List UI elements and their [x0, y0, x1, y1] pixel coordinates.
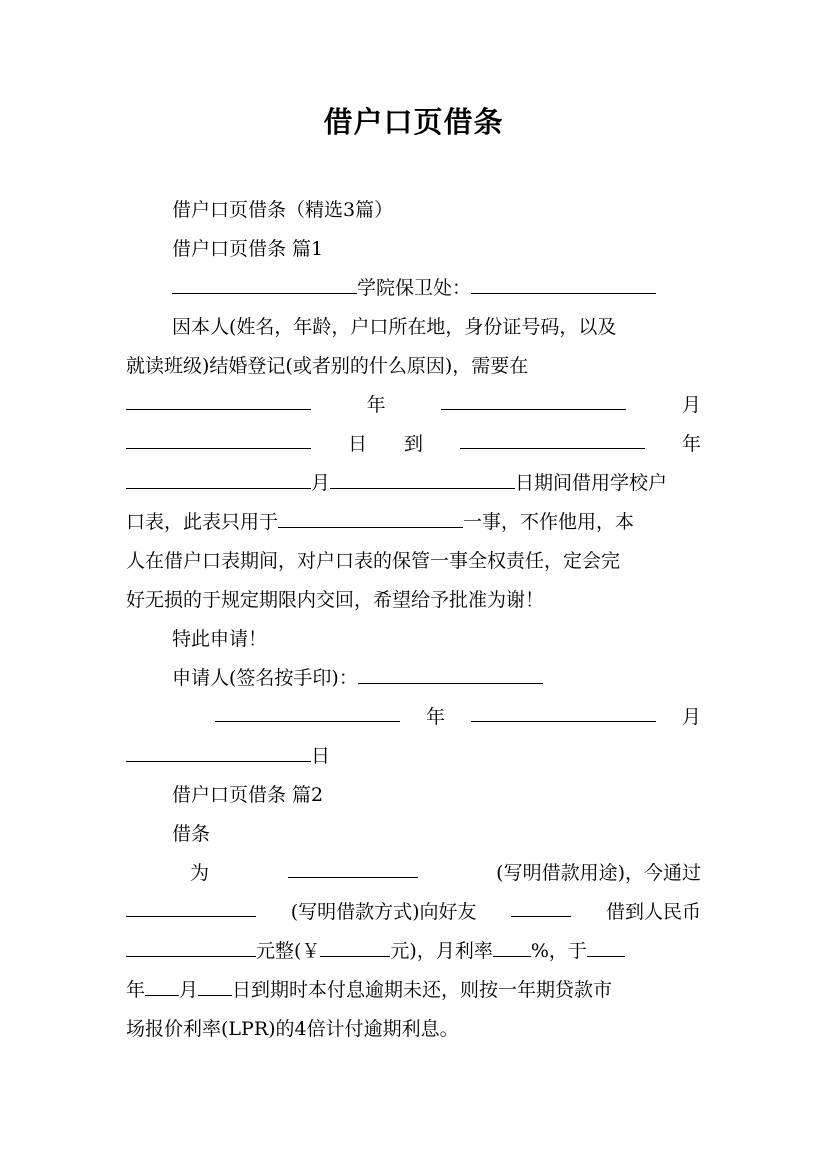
body-line: 就读班级)结婚登记(或者别的什么原因)，需要在 [126, 355, 529, 377]
blank-field [126, 393, 311, 410]
blank-field [460, 432, 645, 449]
blank-field [278, 511, 463, 528]
date-line: 年 月 [215, 705, 701, 729]
body-line: 人在借户口表期间，对户口表的保管一事全权责任，定会完 [126, 550, 621, 572]
collection-heading: 借户口页借条（精选3篇） [172, 199, 394, 221]
blank-field [172, 277, 357, 294]
date-line: 日 到 年 [126, 432, 701, 456]
body-line: 年 月 日到期时本付息逾期未还，则按一年期贷款市 [126, 979, 613, 1001]
blank-field [358, 667, 543, 684]
date-line: 年 月 [126, 393, 701, 417]
blank-field [126, 432, 311, 449]
section-heading-2: 借户口页借条 篇2 [172, 784, 324, 806]
blank-field [471, 705, 656, 722]
body-line: 因本人(姓名，年龄，户口所在地，身份证号码，以及 [172, 316, 617, 338]
blank-field [320, 940, 390, 957]
blank-field [126, 745, 311, 762]
signature-line: 申请人(签名按手印)： [172, 666, 701, 690]
blank-field [493, 940, 531, 957]
date-line: 日 [126, 744, 701, 768]
addressee-label: 学院保卫处： [357, 277, 472, 299]
body-line: 场报价利率(LPR)的4倍计付逾期利息。 [126, 1018, 459, 1040]
body-line: (写明借款方式)向好友 借到人民币 [126, 900, 701, 924]
blank-field [441, 393, 626, 410]
closing-line: 特此申请！ [172, 628, 268, 650]
blank-field [330, 472, 515, 489]
body-line: 口表，此表只用于 一事，不作他用，本 [126, 511, 635, 533]
body-line: 元整(￥ 元)，月利率 %，于 [126, 939, 701, 963]
blank-field [145, 979, 179, 996]
section-heading-1: 借户口页借条 篇1 [172, 238, 324, 260]
addressee-line [172, 276, 701, 300]
body-line: 好无损的于规定期限内交回，希望给予批准为谢！ [126, 589, 545, 611]
body-line: 为 (写明借款用途)，今通过 [190, 862, 701, 884]
document-title: 借户口页借条 [323, 105, 504, 139]
blank-field [471, 277, 656, 294]
date-line: 月 日期间借用学校户 [126, 471, 701, 495]
blank-field [126, 940, 256, 957]
blank-field [126, 472, 311, 489]
blank-field [215, 705, 400, 722]
blank-field [587, 940, 625, 957]
blank-field [288, 861, 418, 878]
blank-field [198, 979, 232, 996]
iou-heading: 借条 [172, 823, 211, 845]
blank-field [126, 900, 256, 917]
blank-field [511, 900, 571, 917]
